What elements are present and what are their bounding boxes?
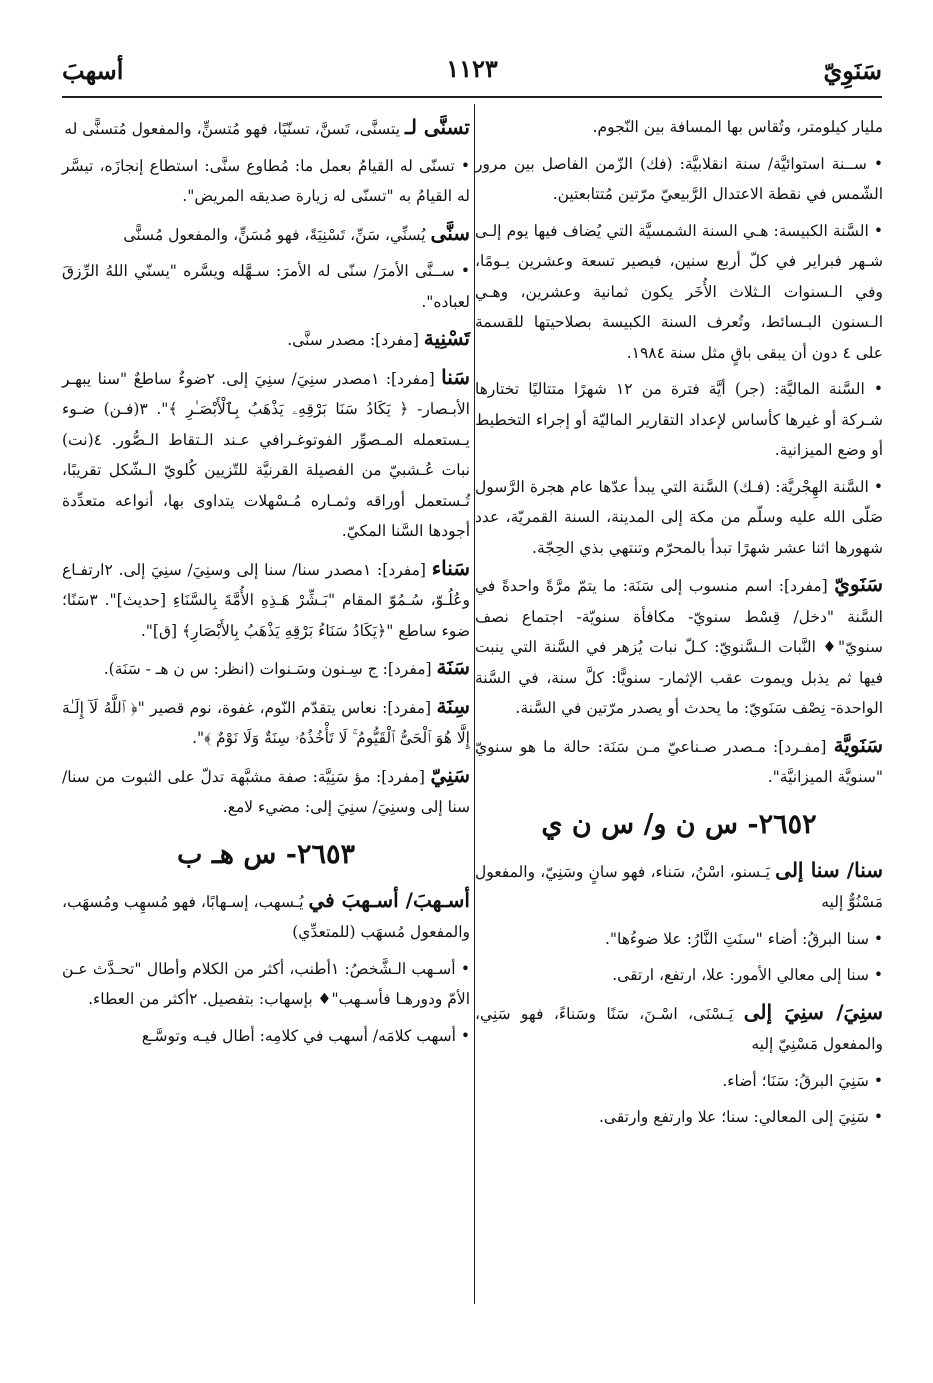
definition-text: [مفرد]: مؤ سَنِيَّة: صفة مشبَّهة تدلّ على الثبوت من سنا/ سنا إلى وسنِيَ/ سنِيَ إلى: مضيء لامع.: [62, 767, 470, 816]
header-guide-word-last: أسهبَ: [62, 56, 124, 85]
definition-text: • سنا البرقُ: أضاء "سنَتِ النَّارُ: علا ضوءُها".: [604, 929, 883, 948]
definition-text: [مفرد]: نعاس يتقدّم النّوم، غفوة، نوم قصير "﴿ ٱللَّهُ لَآ إِلَـٰهَ إِلَّا هُوَ ٱلْحَىُّ ٱلْقَيُّومُ ۚ لَا تَأْخُذُهُۥ سِنَةٌ وَلَا نَوْمٌ ﴾".: [62, 698, 470, 747]
definition-text: • السَّنة الماليَّة: (جر) أيَّة فترة من ١٢ شهرًا متتاليًا تختارها شـركة أو غيرها كأساس لإعداد التقارير الماليّة أو إجراء التخطيط أو وضع الميزانية.: [475, 380, 884, 459]
header-guide-word-first: سَنَوِيّ: [823, 56, 882, 85]
definition-text: مليار كيلومتر، وتُقاس بها المسافة بين النّجوم.: [592, 118, 883, 136]
headword: سَنا: [441, 364, 470, 389]
dictionary-entry: [475, 855, 883, 918]
root-heading: ٢٦٥٣- س هـ ب: [177, 838, 355, 870]
left-column: [62, 112, 470, 1057]
definition-text: يُسنِّي، سَنِّ، تَسْنِيَةً، فهو مُسَنٍّ، والمفعول مُسنًّى: [123, 225, 431, 244]
entry-sense: [475, 472, 883, 564]
headword: تسنَّى لـ: [404, 115, 470, 139]
headword: سنِيَ/ سنِيَ إلى: [743, 999, 883, 1024]
entry-sense: [475, 149, 883, 210]
page-number: ١١٢٣: [446, 54, 498, 83]
headword: أسـهبَ/ أسـهبَ في: [308, 887, 470, 912]
root-heading: ٢٦٥٢- س ن و/ س ن ي: [541, 808, 817, 840]
definition-text: [مفرد]: ج سِـنون وسَـنوات (انظر: س ن هـ - سَنَة).: [103, 660, 437, 678]
definition-text: • السَّنة الهِجْريَّة: (فـك) السَّنة التي يبدأ عدّها عام هجرة الرَّسول صَلّى الله عليه وسلّم من مكة إلى المدينة، السنة القمريّة، عدد شهورها اثنا عشر شهرًا تبدأ بالمحرّم وتنتهي بذي الحِجّة.: [475, 477, 883, 557]
definition-text: • سَنِيَ إلى المعالي: سنا؛ علا وارتفع وارتقى.: [599, 1108, 883, 1126]
entry-sense: [475, 1066, 883, 1097]
definition-text: • أسهب كلامَه/ أسهب في كلامِه: أطال فيـه وتوسَّـع: [141, 1026, 470, 1045]
headword: سَناء: [431, 555, 470, 580]
definition-text: [مفرد]: ١مصدر سنا/ سنا إلى وسنِيَ/ سنِيَ إلى. ٢ارتفـاع وعُلُـوّ، سُـمُوّ المقام "بَـشِّرْ هَـذِهِ الأُمَّةَ بِالسَّنَاءِ [حديث]". ٣سَنًا؛ ضوء ساطع "﴿يَكَادُ سَنَاءُ بَرْقِهِ يَذْهَبُ بِالأَبْصَارِ﴾ [ق]".: [62, 560, 470, 640]
definition-text: [مفرد]: مصدر سنَّى.: [287, 331, 424, 349]
definition-text: • ســنَّى الأمرَ/ سنّى له الأمرَ: سـهَّله ويسَّره "يسنّي اللهُ الرِّزقَ لعباده".: [62, 262, 470, 311]
dictionary-entry: [475, 730, 883, 793]
entry-sense: [62, 256, 470, 317]
headword: سنا/ سنا إلى: [775, 857, 883, 882]
definition-text: • أسـهب الـشَّخصُ: ١أطنب، أكثر من الكلام وأطال "تحـدَّث عـن الأمّ ودورهـا فأسـهب"♦ بإسهاب: بتفصيل. ٢أكثر من العطاء.: [62, 959, 470, 1008]
definition-text: يَـسْنَى، اسْـنَ، سَنًا وسَناءً، فهو سَنِي، والمفعول مَسْنِيّ إليه: [475, 1004, 883, 1053]
dictionary-entry: [62, 218, 470, 251]
right-column: [475, 112, 883, 1139]
definition-text: • تسنّى له القيامُ بعمل ما: مُطاوع سنَّى: استطاع إنجازَه، تيسَّر له القيامُ به "تسنّى له زيارة صديقه المريض".: [62, 156, 470, 205]
dictionary-entry: [62, 760, 470, 823]
entry-sense: [475, 924, 883, 955]
entry-sense: [62, 1021, 470, 1052]
dictionary-entry: [62, 652, 470, 685]
definition-text: [مفـرد]: مـصدر صـناعيّ مـن سَنَة: حالة ما هو سنويّ "سنويَّة الميزانيَّة".: [475, 737, 883, 786]
entry-sense: [475, 960, 883, 991]
entry-sense: [475, 112, 883, 143]
headword: سِنَة: [436, 693, 470, 718]
dictionary-entry: [475, 569, 883, 724]
definition-text: • ســنة استوائيَّة/ سنة انقلابيَّة: (فك) الزّمن الفاصل بين مرور الشّمس في نقطة الاعتدال الرَّبيعيّ مرّتين مُتتابعتين.: [475, 154, 883, 203]
definition-text: • السَّنة الكبيسة: هـي السنة الشمسيَّة التي يُضاف فيها يوم إلـى شـهر فبراير في كلّ أربع سنين، فيصير تسعة وعشرين يـومًا، وفي الـسنوات الـثلاث الأُخَر يكون ثمانية وعشرين، وهـي الـسنون البـسائط، وتُعرف السنة الكبيسة بصلاحيتها للقسمة على ٤ دون أن يبقى باقٍ مثل سنة ١٩٨٤.: [475, 221, 883, 362]
dictionary-entry: [62, 885, 470, 948]
dictionary-entry: [62, 691, 470, 754]
page-header: [62, 46, 882, 98]
headword: تَسْنِية: [423, 326, 470, 350]
definition-text: [مفرد]: ١مصدر سنِيَ/ سنِيَ إلى. ٢ضوءٌ ساطعٌ "سنا يبهـر الأبـصار- ﴿ يَكَادُ سَنَا بَرْقِهِۦ يَذْهَبُ بِٱلْأَبْصَـٰرِ ﴾". ٣(فـن) ضـوء يـستعمله المـصوِّر الفوتوغـرافي عـند الـتقاط الـصُّور. ٤(نت) نبات عُـشبيّ من الفصيلة القرنيَّة للتّزيين كُلويّ الـشّكل تقريبًا، تُـستعمل أوراقه وثمـاره مُـسْهلات يتداوى بها، أنواعه متعدِّدة أجودها السَّنا المكيّ.: [62, 369, 470, 540]
headword: سَنَويّ: [834, 572, 883, 596]
definition-text: • سَنِيَ البرقُ: سَنَا؛ أضاء.: [722, 1071, 883, 1090]
dictionary-entry: [62, 323, 470, 356]
entry-sense: [62, 151, 470, 212]
entry-sense: [475, 1102, 883, 1133]
dictionary-entry: [62, 112, 470, 145]
dictionary-entry: [475, 997, 883, 1060]
headword: سنَّى: [430, 220, 470, 245]
entry-sense: [475, 216, 883, 369]
definition-text: يُـسهب، إسـهابًا، فهو مُسهِب ومُسهَب، والمفعول مُسهَب (للمتعدِّي): [62, 892, 470, 941]
dictionary-entry: [62, 553, 470, 647]
entry-sense: [475, 374, 883, 466]
definition-text: • سنا إلى معالي الأمور: علا، ارتفع، ارتقى.: [612, 966, 883, 984]
headword: سَنَويَّة: [833, 732, 883, 757]
headword: سَنَة: [436, 655, 470, 679]
definition-text: [مفرد]: اسم منسوب إلى سَنَة: ما يتمّ مرَّةً واحدةً في السَّنة "دخل/ قِسْط سنويّ- مكافأة سنويّة- اجتماع نصف سنويّ"♦ النَّبات الـسَّنويّ: كـلّ نبات يُزهر في السَّنة التي ينبت فيها ثم يذبل ويموت عقب الإثمار- سنويًّا: كلَّ سنة، في السَّنة الواحدة- نِصْف سَنَويّ: ما يحدث أو يصدر مرّتين في السَّنة.: [475, 577, 883, 717]
definition-text: يتسنَّى، تَسنَّ، تسنّيًا، فهو مُتسنٍّ، والمفعول مُتسنًّى له: [64, 120, 405, 138]
entry-sense: [62, 954, 470, 1015]
dictionary-entry: [62, 362, 470, 547]
headword: سَنِيّ: [430, 762, 470, 787]
definition-text: يَـسنو، اسْنُ، سَناء، فهو سانٍ وسَنِيّ، والمفعول مَسْنُوٌّ إليه: [475, 862, 883, 911]
